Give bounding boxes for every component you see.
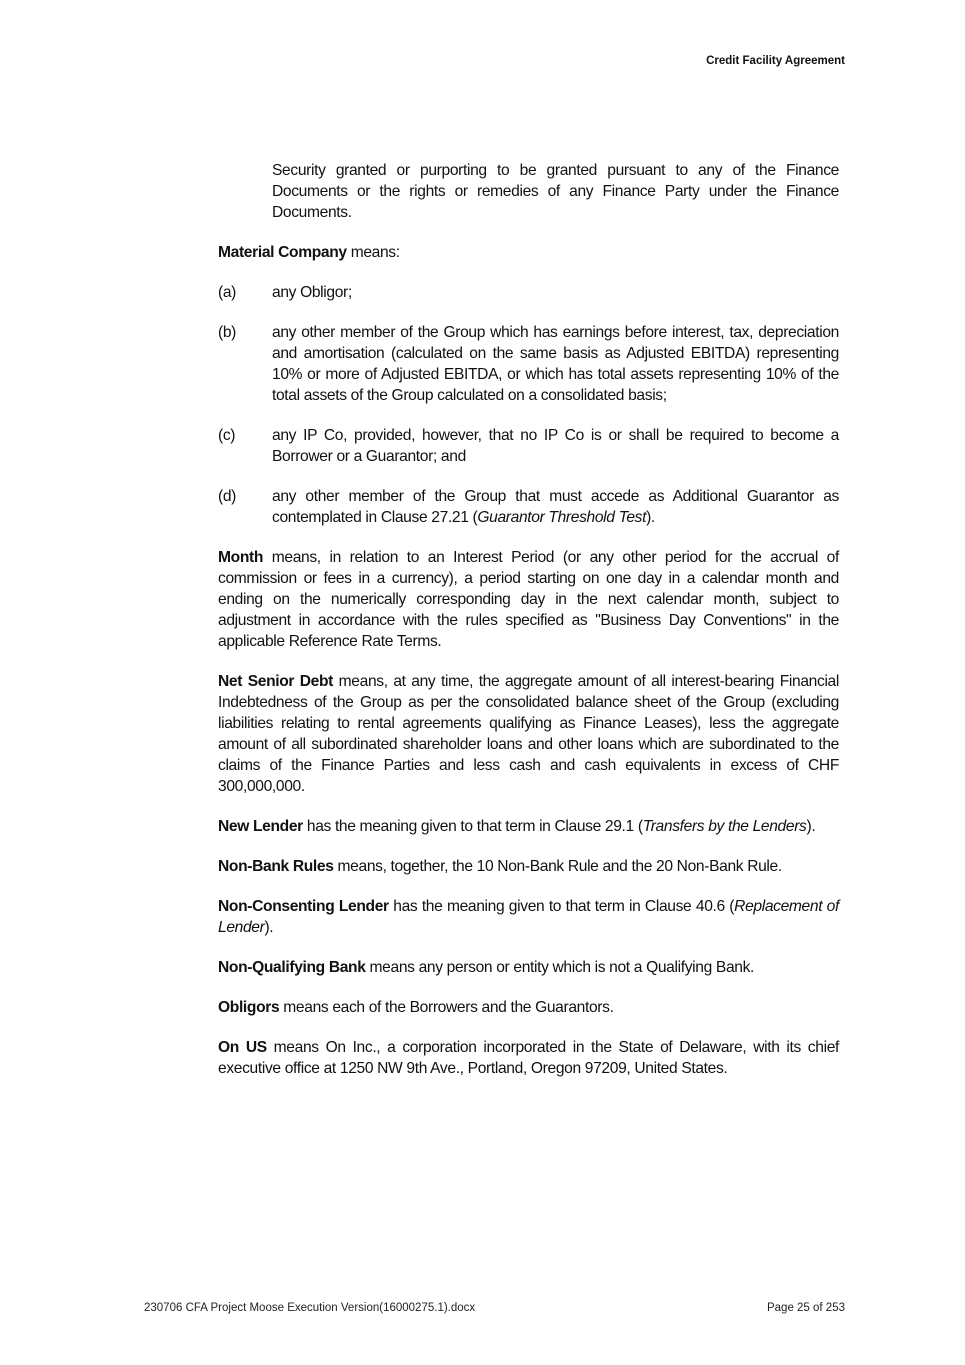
list-label: (b) <box>218 324 237 341</box>
list-item <box>218 486 839 528</box>
defined-term: Net Senior Debt <box>218 673 334 690</box>
document-header-title: Credit Facility Agreement <box>706 55 845 67</box>
list-label: (a) <box>218 284 237 301</box>
clause-reference: Guarantor Threshold Test <box>477 509 647 526</box>
definition-non-consenting-lender: Non-Consenting Lender has the meaning given to that term in Clause 40.6 (Replacement of Lender). <box>218 898 839 936</box>
list-item <box>218 425 839 467</box>
defined-term: Month <box>218 549 264 566</box>
defined-term: Material Company <box>218 244 347 261</box>
footer-page-number: Page 25 of 253 <box>766 1302 845 1314</box>
list-label: (d) <box>218 488 237 505</box>
document-footer <box>144 1302 845 1314</box>
definition-on-us: On US means On Inc., a corporation incorporated in the State of Delaware, with its chief executive office at 1250 NW 9th Ave., Portland, Oregon 97209, United States. <box>218 1039 839 1077</box>
defined-term: Obligors <box>218 999 280 1016</box>
list-label: (c) <box>218 427 236 444</box>
definition-non-qualifying-bank: Non-Qualifying Bank means any person or entity which is not a Qualifying Bank. <box>218 959 755 976</box>
defined-term: Non-Qualifying Bank <box>218 959 366 976</box>
footer-filename: 230706 CFA Project Moose Execution Version(16000275.1).docx <box>144 1302 476 1314</box>
continuation-paragraph: Security granted or purporting to be granted pursuant to any of the Finance Documents or the rights or remedies of any Finance Party under the Finance Documents. <box>272 162 839 221</box>
list-item <box>218 322 839 406</box>
defined-term: New Lender <box>218 818 303 835</box>
list-text: any IP Co, provided, however, that no IP Co is or shall be required to become a Borrower or a Guarantor; and <box>272 427 839 465</box>
definition-month: Month means, in relation to an Interest Period (or any other period for the accrual of commission or fees in a currency), a period starting on one day in a calendar month and ending on the numerically corresponding day in the next calendar month, subject to adjustment in accordance with the rules specified as "Business Day Conventions" in the applicable Reference Rate Terms. <box>218 549 839 650</box>
list-text: any other member of the Group which has earnings before interest, tax, depreciation and amortisation (calculated on the same basis as Adjusted EBITDA) representing 10% or more of Adjusted EBITDA, or which has total assets representing 10% of the total assets of the Group calculated on a consolidated basis; <box>272 324 839 404</box>
defined-term: Non-Consenting Lender <box>218 898 389 915</box>
defined-term: Non-Bank Rules <box>218 858 334 875</box>
list-text: any Obligor; <box>272 284 352 301</box>
defined-term: On US <box>218 1039 267 1056</box>
definition-material-company: Material Company means: <box>218 244 400 261</box>
clause-reference: Replacement of Lender <box>218 898 839 936</box>
list-item <box>218 282 839 303</box>
definition-non-bank-rules: Non-Bank Rules means, together, the 10 Non-Bank Rule and the 20 Non-Bank Rule. <box>218 858 782 875</box>
definition-new-lender: New Lender has the meaning given to that term in Clause 29.1 (Transfers by the Lenders). <box>218 818 816 835</box>
list-text: any other member of the Group that must accede as Additional Guarantor as contemplated in Clause 27.21 (Guarantor Threshold Test). <box>272 488 839 526</box>
document-body <box>218 160 839 1098</box>
clause-reference: Transfers by the Lenders <box>642 818 807 835</box>
definition-net-senior-debt: Net Senior Debt means, at any time, the aggregate amount of all interest-bearing Financial Indebtedness of the Group as per the consolidated balance sheet of the Group (excluding liabilities relating to rental agreements qualifying as Finance Leases), less the aggregate amount of all subordinated shareholder loans and other loans which are subordinated to the claims of the Finance Parties and less cash and cash equivalents in excess of CHF 300,000,000. <box>218 673 839 795</box>
definition-obligors: Obligors means each of the Borrowers and the Guarantors. <box>218 999 614 1016</box>
